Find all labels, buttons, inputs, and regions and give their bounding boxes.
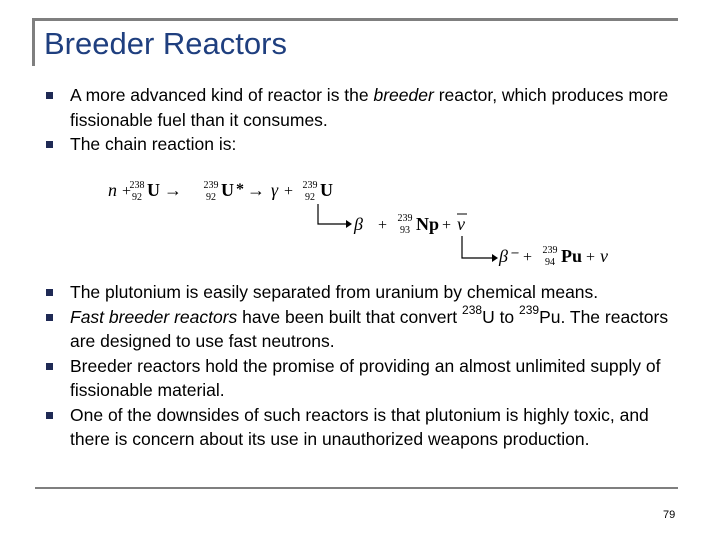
gamma-symbol: γ bbox=[271, 180, 279, 200]
svg-text:239: 239 bbox=[397, 213, 413, 224]
decay-arrow-head bbox=[492, 254, 498, 262]
beta-symbol: β bbox=[354, 214, 363, 234]
bullet-list-bottom bbox=[46, 280, 686, 452]
svg-text:238: 238 bbox=[129, 180, 145, 191]
bullet-item: A more advanced kind of reactor is the breeder reactor, which produces more fissionable fuel than it consumes. bbox=[46, 83, 686, 132]
bullet-square-icon bbox=[46, 314, 53, 321]
svg-text:+: + bbox=[378, 217, 388, 234]
chain-reaction-equation bbox=[100, 168, 640, 268]
uranium-238-symbol: U bbox=[147, 180, 160, 200]
svg-text:94: 94 bbox=[545, 257, 555, 268]
slide-frame-top bbox=[32, 18, 678, 21]
slide-frame-bottom bbox=[35, 487, 678, 489]
decay-arrow-head bbox=[346, 220, 352, 228]
svg-text:+: + bbox=[122, 183, 132, 200]
bullet-list-top bbox=[46, 83, 686, 157]
neptunium-symbol: Np bbox=[416, 214, 440, 234]
slide-title: Breeder Reactors bbox=[44, 26, 287, 61]
svg-text:92: 92 bbox=[206, 192, 216, 203]
decay-arrow-line bbox=[462, 236, 492, 258]
antineutrino-symbol: ν bbox=[457, 214, 465, 234]
bullet-item: The plutonium is easily separated from uranium by chemical means. bbox=[46, 280, 686, 305]
beta-minus-symbol: β⁻ bbox=[499, 246, 518, 266]
svg-text:+: + bbox=[586, 249, 596, 266]
bullet-square-icon bbox=[46, 363, 53, 370]
svg-text:+: + bbox=[284, 183, 294, 200]
svg-text:+: + bbox=[442, 217, 452, 234]
svg-text:+: + bbox=[523, 249, 533, 266]
svg-text:92: 92 bbox=[305, 192, 315, 203]
svg-text:239: 239 bbox=[203, 180, 219, 191]
bullet-item: The chain reaction is: bbox=[46, 132, 686, 157]
svg-text:239: 239 bbox=[542, 245, 558, 256]
uranium-239-symbol: U bbox=[320, 180, 333, 200]
neutron-symbol: n bbox=[108, 180, 117, 200]
bullet-item: Fast breeder reactors have been built that convert $^{238}$U to $^{239}$Pu. The reactors are designed to use fast neutrons. bbox=[46, 305, 686, 354]
plutonium-symbol: Pu bbox=[561, 246, 583, 266]
bullet-square-icon bbox=[46, 141, 53, 148]
bullet-square-icon bbox=[46, 412, 53, 419]
svg-text:*: * bbox=[236, 181, 244, 198]
bullet-square-icon bbox=[46, 289, 53, 296]
svg-text:92: 92 bbox=[132, 192, 142, 203]
svg-text:→: → bbox=[247, 180, 265, 200]
neutrino-symbol: ν bbox=[600, 246, 608, 266]
svg-text:→: → bbox=[164, 180, 182, 200]
uranium-239-excited-symbol: U bbox=[221, 180, 234, 200]
svg-text:239: 239 bbox=[302, 180, 318, 191]
svg-text:93: 93 bbox=[400, 225, 410, 236]
slide-frame-left bbox=[32, 18, 35, 66]
decay-arrow-line bbox=[318, 204, 346, 224]
bullet-item: Breeder reactors hold the promise of providing an almost unlimited supply of fissionable material. bbox=[46, 354, 686, 403]
page-number: 79 bbox=[663, 509, 676, 521]
bullet-square-icon bbox=[46, 92, 53, 99]
bullet-item: One of the downsides of such reactors is that plutonium is highly toxic, and there is concern about its use in unauthorized weapons production. bbox=[46, 403, 686, 452]
